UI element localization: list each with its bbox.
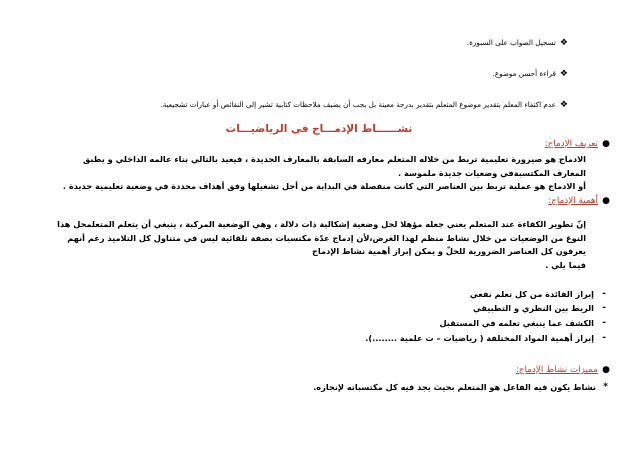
importance-point-1: إبراز الفائدة من كل تعلم نفعي xyxy=(469,289,594,299)
definition-heading: تعريف الإدماج: xyxy=(544,139,598,149)
importance-line-2: النوع من الوضعيات من خلال نشاط منظم لهذا الغرض،لأن إدماج عدّة مكتسبات بصفة تلقائية ليس في متناول كل التلاميذ رغم أنهم xyxy=(67,233,586,243)
diamond-bullet-icon: ❖ xyxy=(559,69,568,79)
definition-line-1: الادماج هو صيرورة تعليمية تربط من خلاله المتعلم معارفه السابقة بالمعارف الجديدة ، فيعيد بالتالي بناء عالمه الداخلي و يطبق xyxy=(83,154,586,164)
intro-item-1: ❖تسجيل الصواب على السبورة. xyxy=(466,38,568,48)
dash-bullet: - xyxy=(602,303,606,313)
page-title: نشــــــاط الإدمـــاج في الرياضيـــات xyxy=(225,123,413,135)
star-bullet: * xyxy=(603,382,608,392)
dash-bullet: - xyxy=(602,289,606,299)
importance-heading: أهمية الإدماج: xyxy=(548,196,598,206)
importance-point-4: إبراز أهمية المواد المختلفة ( رياضيات – ت علمية ........). xyxy=(365,333,594,343)
importance-line-1: إنّ تطوير الكفاءة عند المتعلم يعني جعله مؤهلا لحل وضعية إشكالية ذات دلالة ، وهي الوضعية المركبة ، ينبغي أن يتعلم المتعلمحل هذا xyxy=(57,219,586,229)
section-bullet-icon: ● xyxy=(602,139,610,149)
features-heading: مميزات نشاط الإدماج: xyxy=(515,365,598,375)
importance-line-4: فيما يلي . xyxy=(545,260,586,270)
intro-item-3: ❖عدم اكتفاء المعلم بتقدير موضوع المتعلم بتقدير بدرجة معينة بل يجب أن يضيف ملاحظات كتابية تشير إلى النقائص أو عبارات تشجيعية. xyxy=(160,100,568,110)
definition-line-3: أو الادماج هو عملية تربط بين العناصر التي كانت منفصلة في البداية من أجل تشغيلها وفق أهداف محددة في وضعية تعليمية جديدة . xyxy=(62,181,586,191)
diamond-bullet-icon: ❖ xyxy=(559,100,568,110)
dash-bullet: - xyxy=(602,333,606,343)
dash-bullet: - xyxy=(602,318,606,328)
importance-line-3: يعرفون كل العناصر الضرورية للحلّ و يمكن إبراز أهمية نشاط الإدماج xyxy=(312,246,586,256)
section-bullet-icon: ● xyxy=(602,365,610,375)
intro-item-2: ❖قراءة أحسن موضوع. xyxy=(492,69,568,79)
definition-line-2: المعارف المكتسبةفي وضعيات جديدة ملموسة . xyxy=(398,168,586,178)
features-line-1: نشاط يكون فيه الفاعل هو المتعلم بحيث يجد فيه كل مكتسباته لإنجازه. xyxy=(313,382,596,392)
importance-point-2: الربط بين النظري و التطبيقي xyxy=(473,303,594,313)
diamond-bullet-icon: ❖ xyxy=(559,38,568,48)
importance-point-3: الكشف عما ينبغي تعلمه في المستقبل xyxy=(439,318,594,328)
section-bullet-icon: ● xyxy=(602,196,610,206)
